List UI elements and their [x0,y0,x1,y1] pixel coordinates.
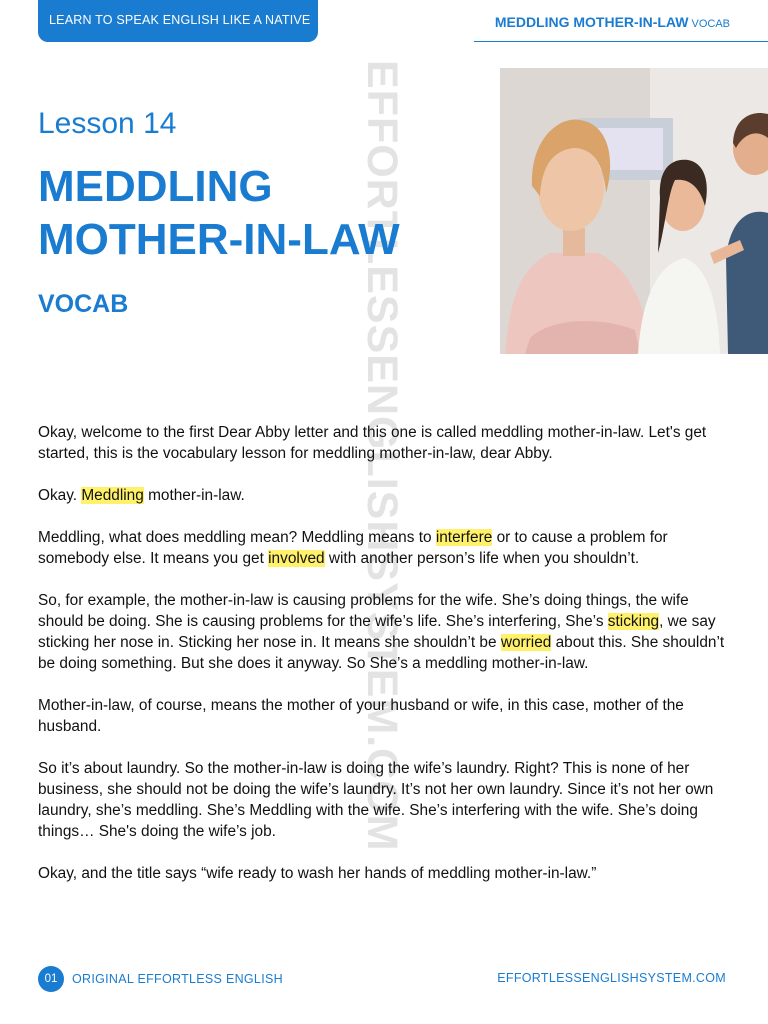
page-title [38,160,400,266]
paragraph-laundry: So it’s about laundry. So the mother-in-law is doing the wife’s laundry. Right? This is none of her business, she should not be doing the wife’s laundry. It’s not her own laundry. Since it’s not her own laundry, she’s meddling. She’s Meddling with the wife. She’s interfering with the wife. She’s doing things… She's doing the wife’s job. [38,760,714,840]
text-segment: So, for example, the mother-in-law is causing problems for the wife. She’s doing things, the wife should be doing. She is causing problems for the wife’s life. She’s interfering, She’s [38,592,689,630]
footer-left [38,966,283,992]
footer-website-link[interactable]: EFFORTLESSENGLISHSYSTEM.COM [497,971,726,985]
vocab-highlight-worried: worried [500,634,552,651]
text-segment: mother-in-law. [143,487,245,504]
paragraph-title: Okay, and the title says “wife ready to wash her hands of meddling mother-in-law.” [38,865,597,882]
page-number-badge: 01 [38,966,64,992]
text-segment: , we say sticking her nose in. Sticking her nose in. It means she shouldn’t be [38,613,716,651]
page-subtitle: VOCAB [38,290,129,318]
paragraph-meddling [38,485,738,506]
photo-illustration [500,68,768,354]
header-tab-label: LEARN TO SPEAK ENGLISH LIKE A NATIVE [49,13,311,27]
header-title-sub: VOCAB [691,18,730,30]
paragraph-intro: Okay, welcome to the first Dear Abby letter and this one is called meddling mother-in-law. Let's get started, this is the vocabulary lesson for meddling mother-in-law, dear Abby. [38,424,707,462]
footer-series-label: ORIGINAL EFFORTLESS ENGLISH [72,972,283,986]
lesson-number: Lesson 14 [38,107,177,140]
text-segment: or to cause a problem for somebody else. It means you get [38,529,668,567]
text-segment: Okay. [38,487,82,504]
text-segment: Meddling, what does meddling mean? Meddling means to [38,529,436,546]
paragraph-mother-in-law: Mother-in-law, of course, means the mother of your husband or wife, in this case, mother of the husband. [38,697,684,735]
page-title-line2: MOTHER-IN-LAW [38,215,400,264]
header-tab [38,0,318,42]
header-title-main: MEDDLING MOTHER-IN-LAW [494,14,689,30]
text-segment: about this. She shouldn’t be doing something. But she does it anyway. So She’s a meddling mother-in-law. [38,634,725,672]
vocab-highlight-sticking: sticking [607,613,660,630]
vocab-highlight-meddling: Meddling [81,487,144,504]
paragraph-definition [38,527,738,569]
text-segment: with another person’s life when you shouldn’t. [324,550,640,567]
vocab-highlight-involved: involved [268,550,325,567]
paragraph-example [38,590,738,674]
vocab-highlight-interfere: interfere [435,529,493,546]
page-title-line1: MEDDLING [38,162,273,211]
header-divider [474,41,768,42]
mother-in-law-photo [500,68,768,354]
lesson-body [38,422,738,905]
header-title [495,14,730,30]
watermark: EFFORTLESSENGLISHSYSTEM.COM [358,60,406,852]
